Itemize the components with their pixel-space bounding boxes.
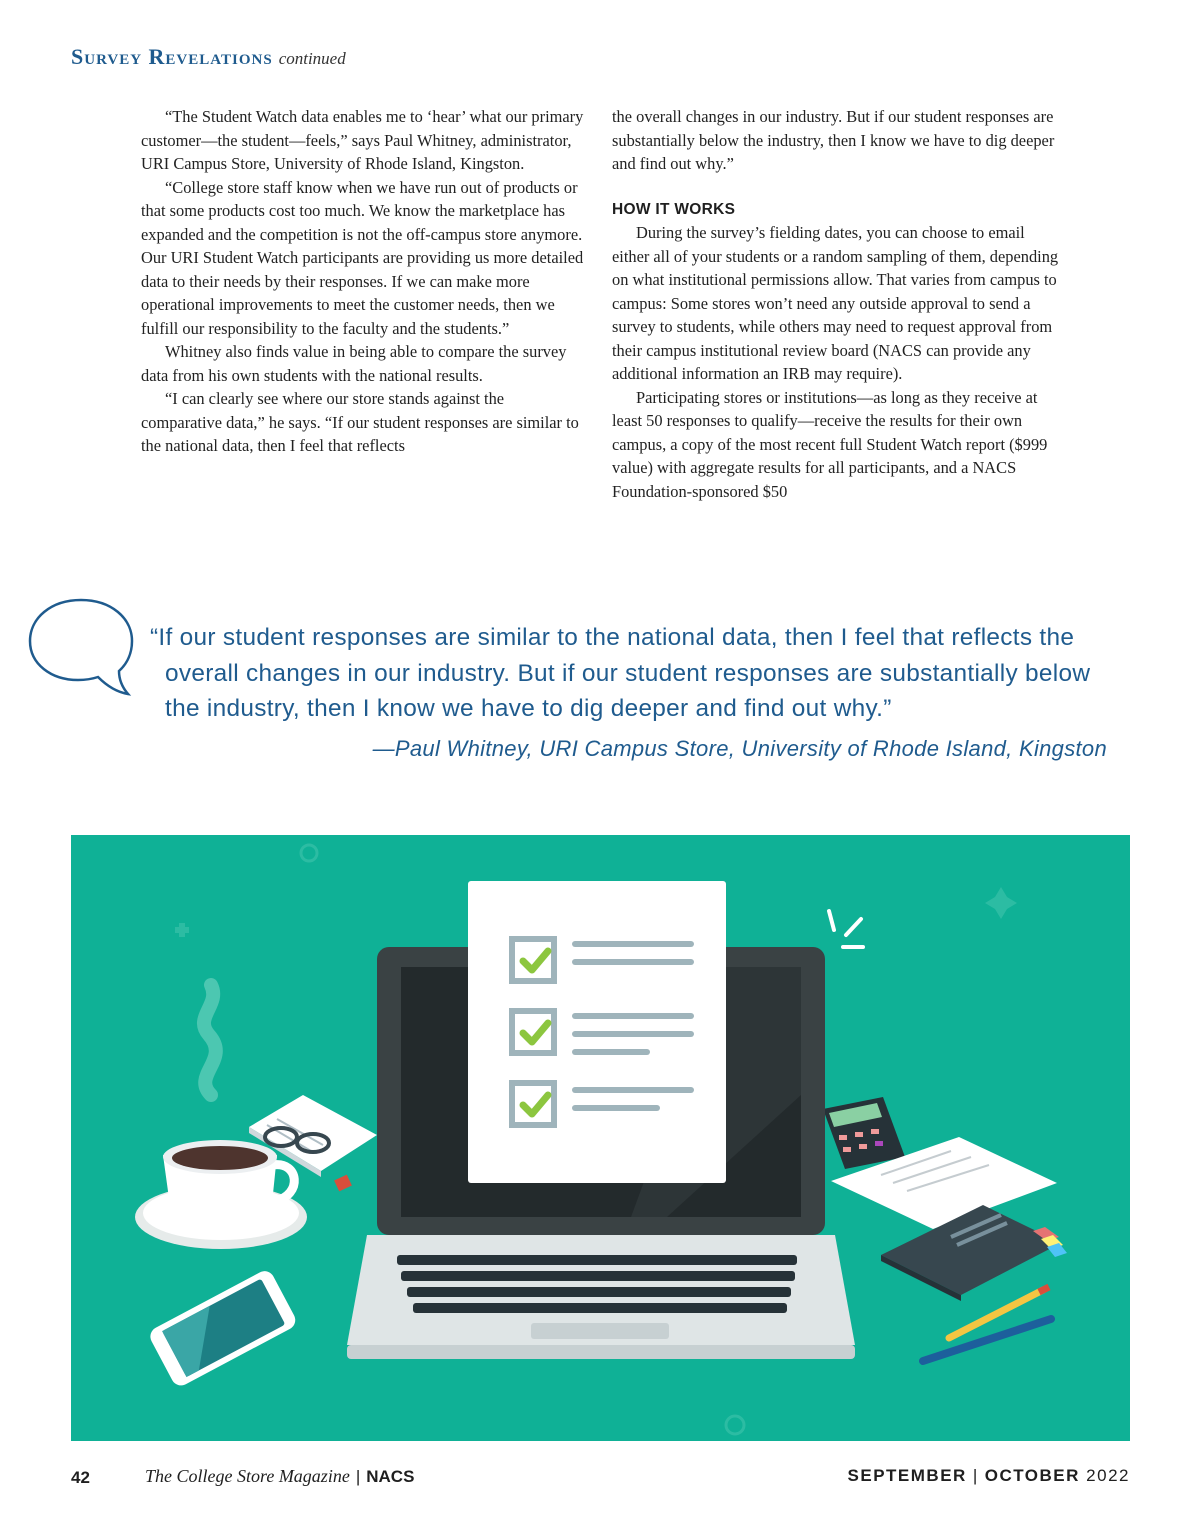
calculator-icon bbox=[823, 1097, 905, 1169]
pen-icon bbox=[923, 1319, 1051, 1361]
survey-illustration bbox=[71, 835, 1130, 1441]
subheading: HOW IT WORKS bbox=[612, 200, 736, 218]
checklist-document-icon bbox=[468, 881, 726, 1183]
section-title: Survey Revelations bbox=[71, 44, 273, 69]
magazine-title: The College Store Magazine bbox=[145, 1466, 350, 1486]
motion-lines-icon bbox=[829, 911, 863, 947]
paragraph: “College store staff know when we have run out of products or that some products cost too much. We know the marketplace has expanded and the competition is not the off-campus store anymore. Our URI Student Watch participants are providing us more detailed data to their needs by their responses. If we can make more operational improvements to meet the customer needs, then we fulfill our responsibility to the faculty and the students.” bbox=[141, 177, 584, 338]
steam-icon bbox=[204, 985, 216, 1095]
speech-bubble-icon bbox=[26, 594, 136, 699]
paragraph: “The Student Watch data enables me to ‘hear’ what our primary customer—the student—feels,” says Paul Whitney, administrator, URI Campus Store, University of Rhode Island, Kingston. bbox=[141, 107, 584, 173]
smartphone-icon bbox=[147, 1268, 299, 1389]
page-number: 42 bbox=[71, 1468, 90, 1487]
continued-label: continued bbox=[278, 49, 346, 68]
paragraph: Whitney also finds value in being able to compare the survey data from his own students with the national results. bbox=[141, 342, 567, 385]
pull-quote-text: “If our student responses are similar to the national data, then I feel that reflects the overall changes in our industry. But if our student responses are substantially below the industry, then I know we have to dig deeper and find out why.” bbox=[150, 624, 1091, 722]
org-name: NACS bbox=[366, 1467, 415, 1486]
paragraph: the overall changes in our industry. But if our student responses are substantially below the industry, then I know we have to dig deeper and find out why.” bbox=[612, 107, 1055, 173]
magazine-credit bbox=[145, 1466, 414, 1487]
issue-year: 2022 bbox=[1086, 1466, 1130, 1485]
notebook-icon bbox=[881, 1205, 1067, 1301]
paragraph: Participating stores or institutions—as long as they receive at least 50 responses to qualify—receive the results for their own campus, a copy of the most recent full Student Watch report ($999 value) with aggregate results for all participants, and a NACS Foundation-sponsored $50 bbox=[612, 387, 1048, 501]
page-footer bbox=[71, 1466, 1130, 1494]
left-column bbox=[141, 105, 589, 458]
issue-month-1: SEPTEMBER bbox=[847, 1466, 967, 1485]
issue-date bbox=[848, 1466, 1130, 1486]
right-column bbox=[612, 105, 1060, 503]
paragraph: “I can clearly see where our store stands against the comparative data,” he says. “If our student responses are similar to the national data, then I feel that reflects bbox=[141, 389, 579, 455]
pencil-icon bbox=[949, 1287, 1049, 1338]
issue-month-2: OCTOBER bbox=[984, 1466, 1080, 1485]
paragraph: During the survey’s fielding dates, you can choose to email either all of your students or a random sampling of them, depending on what institutional permissions allow. That varies from campus to campus: Some stores won’t need any outside approval to send a survey to students, while others may need to request approval from their campus institutional review board (NACS can provide any additional information an IRB may require). bbox=[612, 223, 1059, 383]
separator: | bbox=[972, 1466, 979, 1485]
pull-quote bbox=[0, 590, 1200, 780]
pull-quote-attribution: —Paul Whitney, URI Campus Store, University of Rhode Island, Kingston bbox=[372, 736, 1107, 761]
separator: | bbox=[355, 1467, 361, 1486]
coffee-cup-icon bbox=[135, 1140, 307, 1249]
section-heading bbox=[71, 44, 346, 70]
